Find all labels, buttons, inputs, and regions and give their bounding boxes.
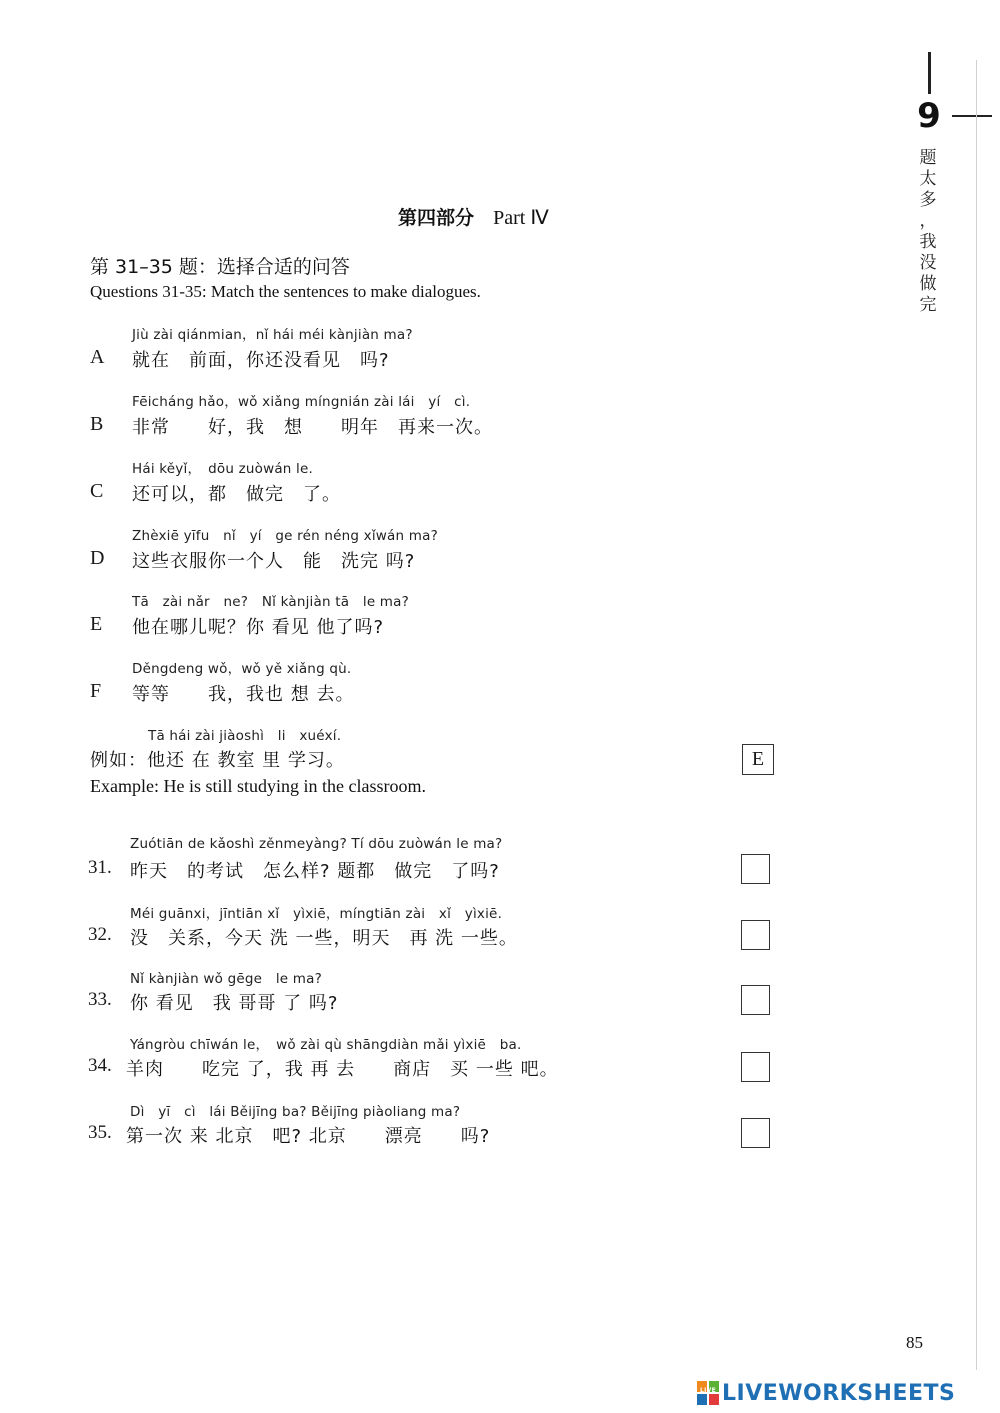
chapter-title-char: 多 [919, 190, 937, 210]
instructions-cn: 第 31–35 题：选择合适的问答 [90, 256, 350, 278]
answer-box-31[interactable] [741, 854, 770, 884]
brand-name: LIVEWORKSHEETS [722, 1380, 956, 1406]
answer-box-33[interactable] [741, 985, 770, 1015]
page-number: 85 [906, 1333, 923, 1352]
question-31-number: 31. [88, 857, 112, 878]
option-f-pinyin: Děngdeng wǒ，wǒ yě xiǎng qù. [132, 661, 352, 677]
option-d-letter: D [90, 547, 105, 569]
answer-box-32[interactable] [741, 920, 770, 950]
chapter-number: 9 [917, 96, 941, 136]
question-32-text: 没 关系，今天 洗 一些，明天 再 洗 一些。 [130, 928, 518, 949]
option-e-letter: E [90, 613, 103, 635]
question-33-pinyin: Nǐ kànjiàn wǒ gēge le ma? [130, 971, 322, 987]
option-a-text: 就在 前面，你还没看见 吗? [132, 350, 390, 371]
chapter-tab-rule-side [952, 115, 992, 117]
question-33-number: 33. [88, 989, 112, 1010]
option-a-pinyin: Jiù zài qiánmian，nǐ hái méi kànjiàn ma? [132, 327, 413, 343]
example-english: Example: He is still studying in the classroom. [90, 776, 426, 796]
question-33-text: 你 看见 我 哥哥 了 吗? [130, 993, 339, 1014]
option-c-pinyin: Hái kěyǐ， dōu zuòwán le. [132, 461, 313, 477]
chapter-title-vertical [916, 148, 940, 316]
option-c-text: 还可以，都 做完 了。 [132, 484, 341, 505]
option-b-letter: B [90, 413, 104, 435]
instructions-en: Questions 31-35: Match the sentences to make dialogues. [90, 282, 481, 301]
answer-box-34[interactable] [741, 1052, 770, 1082]
question-34-number: 34. [88, 1055, 112, 1076]
part-heading [398, 203, 549, 230]
option-f-text: 等等 我，我也 想 去。 [132, 684, 355, 705]
question-31-text: 昨天 的考试 怎么样? 题都 做完 了吗? [130, 861, 500, 882]
option-d-pinyin: Zhèxiē yīfu nǐ yí ge rén néng xǐwán ma? [132, 528, 438, 544]
chapter-title-char: 做 [919, 274, 937, 294]
chapter-title-char: 没 [919, 253, 937, 273]
question-35-number: 35. [88, 1122, 112, 1143]
chapter-title-char: 完 [919, 295, 937, 315]
option-b-pinyin: Fēicháng hǎo，wǒ xiǎng míngnián zài lái yí cì. [132, 394, 471, 410]
answer-box-35[interactable] [741, 1118, 770, 1148]
question-35-text: 第一次 来 北京 吧? 北京 漂亮 吗? [126, 1126, 491, 1147]
option-e-pinyin: Tā zài nǎr ne? Nǐ kànjiàn tā le ma? [132, 594, 409, 610]
part-title-cn: 第四部分 [398, 207, 475, 229]
question-31-pinyin: Zuótiān de kǎoshì zěnmeyàng? Tí dōu zuòwán le ma? [130, 836, 503, 852]
example-text: 例如：他还 在 教室 里 学习。 [90, 750, 345, 771]
option-f-letter: F [90, 680, 102, 702]
chapter-title-char: 太 [919, 169, 937, 189]
brand-logo[interactable] [697, 1378, 955, 1408]
chapter-title-char: ， [919, 211, 937, 231]
part-title-en: Part Ⅳ [493, 207, 549, 229]
chapter-title-char: 题 [919, 148, 937, 168]
example-pinyin: Tā hái zài jiàoshì li xuéxí. [148, 728, 342, 744]
option-b-text: 非常 好，我 想 明年 再来一次。 [132, 417, 493, 438]
question-35-pinyin: Dì yī cì lái Běijīng ba? Běijīng piàoliang ma? [130, 1104, 461, 1120]
option-e-text: 他在哪儿呢？你 看见 他了吗? [132, 617, 384, 638]
question-34-text: 羊肉 吃完 了，我 再 去 商店 买 一些 吧。 [126, 1059, 559, 1080]
chapter-title-char: 我 [919, 232, 937, 252]
brand-badge-text: LIVE [700, 1387, 716, 1394]
question-32-pinyin: Méi guānxi，jīntiān xǐ yìxiē，míngtiān zài xǐ yìxiē. [130, 906, 503, 922]
option-d-text: 这些衣服你一个人 能 洗完 吗? [132, 551, 416, 572]
example-answer-box: E [742, 744, 774, 775]
option-a-letter: A [90, 346, 105, 368]
brand-badge-icon [697, 1381, 719, 1405]
question-32-number: 32. [88, 924, 112, 945]
question-34-pinyin: Yángròu chīwán le， wǒ zài qù shāngdiàn mǎi yìxiē ba. [130, 1037, 522, 1053]
chapter-tab-rule-top [928, 52, 931, 94]
option-c-letter: C [90, 480, 104, 502]
page-edge-line [976, 60, 977, 1370]
